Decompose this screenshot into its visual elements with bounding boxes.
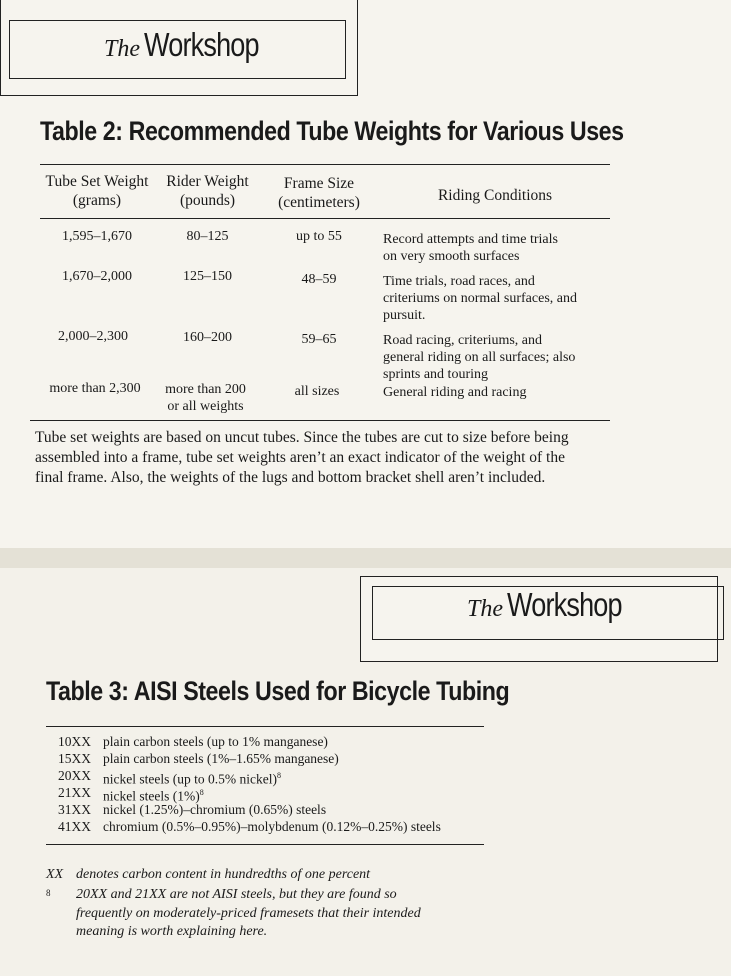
tube-weight-cell: 1,670–2,000 (62, 269, 132, 284)
page-table-3 (0, 568, 731, 976)
footnote-xx-mark: XX (46, 867, 64, 882)
header-the: The (104, 36, 140, 62)
steel-code: 20XX (58, 768, 91, 783)
conditions-line: Road racing, criteriums, and (383, 333, 543, 348)
steel-code: 31XX (58, 802, 91, 817)
page-gap (0, 548, 731, 568)
footnote-line: frequently on moderately-priced framesets that their intended (76, 905, 421, 921)
rider-weight-line: or all weights (167, 399, 244, 414)
steel-desc-text: nickel steels (1%) (103, 788, 200, 804)
col-head-line: Frame Size (283, 175, 355, 192)
workshop-header-title (467, 586, 647, 624)
footnote-ref: 8 (276, 771, 281, 780)
col-head-line: (pounds) (179, 192, 236, 209)
header-workshop: Workshop (144, 26, 260, 63)
table-2-note: Tube set weights are based on uncut tubes. Since the tubes are cut to size before being assembled into a frame, tube set weights aren’t an exact indicator of the weight of the final frame. Also, the weights of the lugs and bottom bracket shell aren’t included. (35, 429, 569, 486)
conditions-line: criteriums on normal surfaces, and (383, 291, 577, 306)
footnote-line: meaning is worth explaining here. (76, 924, 268, 939)
col-tube-set-weight (38, 172, 156, 210)
tube-weight-cell: 2,000–2,300 (58, 329, 128, 344)
header-workshop: Workshop (507, 586, 623, 623)
steel-description: plain carbon steels (up to 1% manganese) (103, 734, 328, 749)
table-3-bottom-rule (46, 844, 484, 845)
table-top-rule (40, 164, 610, 165)
col-head-line: (grams) (72, 192, 122, 209)
steel-code: 41XX (58, 819, 91, 834)
table-3-top-rule (46, 726, 484, 727)
frame-size-cell: all sizes (294, 384, 340, 399)
conditions-cell (383, 332, 613, 383)
conditions-line: general riding on all surfaces; also (383, 350, 576, 365)
header-the: The (467, 596, 503, 622)
tube-weight-cell: 1,595–1,670 (62, 229, 132, 244)
steel-code: 15XX (58, 751, 91, 766)
steel-desc-text: nickel steels (up to 0.5% nickel) (103, 771, 277, 787)
steel-description: plain carbon steels (1%–1.65% manganese) (103, 751, 339, 766)
col-rider-weight (155, 172, 260, 210)
footnote-8-text (76, 886, 496, 942)
footnote-xx-text: denotes carbon content in hundredths of one percent (76, 867, 371, 882)
table-header-rule (40, 218, 610, 219)
col-head-line: Tube Set Weight (45, 173, 149, 190)
rider-weight-cell: 125–150 (183, 269, 232, 284)
steel-code: 10XX (58, 734, 91, 749)
conditions-line: General riding and racing (383, 385, 527, 400)
conditions-line: on very smooth surfaces (383, 249, 520, 264)
conditions-cell (383, 384, 613, 401)
workshop-header-title (104, 26, 284, 64)
steels-list (58, 734, 498, 844)
table-bottom-rule (30, 420, 610, 421)
conditions-line: Record attempts and time trials (383, 232, 558, 247)
footnote-8-mark: 8 (46, 888, 51, 898)
rider-weight-cell: 80–125 (186, 229, 229, 244)
tube-weight-cell: more than 2,300 (49, 381, 141, 396)
conditions-cell (383, 231, 613, 265)
steel-description: chromium (0.5%–0.95%)–molybdenum (0.12%–0.25%) steels (103, 819, 441, 834)
footnote-line: 20XX and 21XX are not AISI steels, but they are found so (76, 887, 397, 902)
col-head-line: Riding Conditions (437, 187, 553, 204)
conditions-cell (383, 273, 613, 324)
footnote-ref: 8 (199, 788, 204, 797)
table-3-title: Table 3: AISI Steels Used for Bicycle Tubing (46, 676, 510, 706)
col-head-line: Rider Weight (166, 173, 249, 190)
rider-weight-cell (153, 381, 258, 415)
col-frame-size (266, 174, 372, 212)
conditions-line: sprints and touring (383, 367, 488, 382)
conditions-line: pursuit. (383, 308, 426, 323)
frame-size-cell: up to 55 (296, 229, 342, 244)
steel-description: nickel (1.25%)–chromium (0.65%) steels (103, 802, 327, 817)
col-head-line: (centimeters) (278, 194, 360, 211)
rider-weight-line: more than 200 (165, 382, 246, 397)
conditions-line: Time trials, road races, and (383, 274, 535, 289)
steel-code: 21XX (58, 785, 91, 800)
table-2-title: Table 2: Recommended Tube Weights for Various Uses (40, 116, 624, 146)
col-riding-conditions (420, 186, 570, 205)
rider-weight-cell: 160–200 (183, 330, 232, 345)
frame-size-cell: 59–65 (301, 332, 337, 347)
frame-size-cell: 48–59 (301, 272, 337, 287)
